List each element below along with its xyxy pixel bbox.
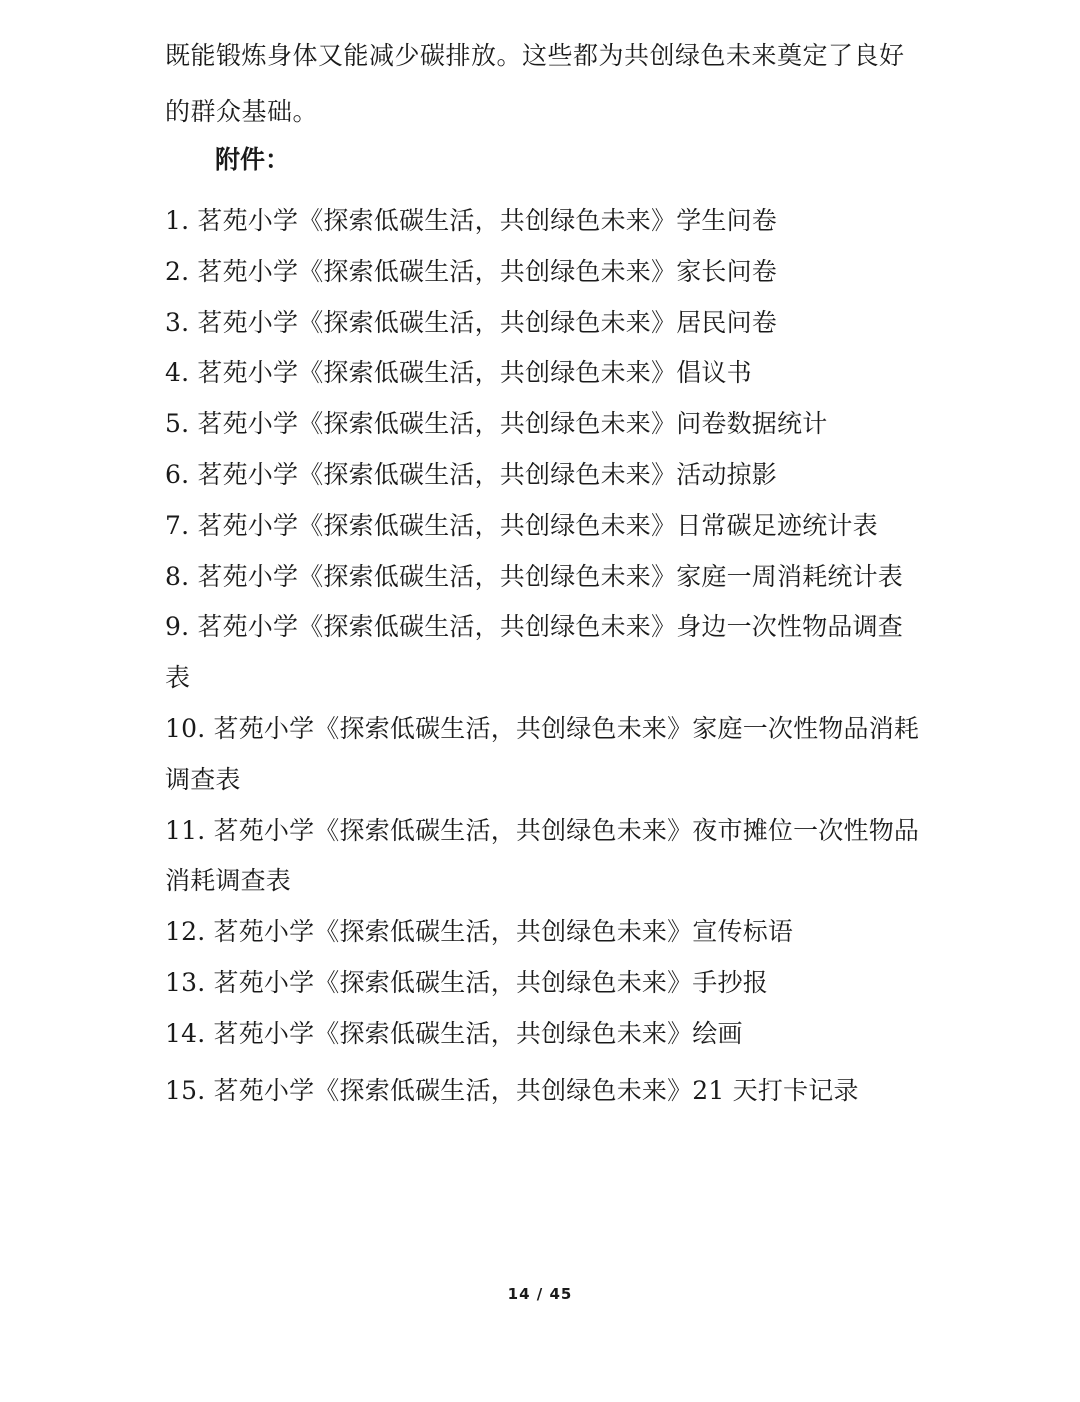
attachment-item: 11. 茗苑小学《探索低碳生活，共创绿色未来》夜市摊位一次性物品消耗调查表 xyxy=(165,815,920,896)
attachment-item: 1. 茗苑小学《探索低碳生活，共创绿色未来》学生问卷 xyxy=(165,206,778,235)
page-number: 14 / 45 xyxy=(507,1285,573,1303)
attachments-heading: 附件： xyxy=(215,145,291,174)
attachment-item: 6. 茗苑小学《探索低碳生活，共创绿色未来》活动掠影 xyxy=(165,459,778,489)
attachment-item: 15. 茗苑小学《探索低碳生活，共创绿色未来》21 天打卡记录 xyxy=(165,1075,859,1105)
attachment-item: 2. 茗苑小学《探索低碳生活，共创绿色未来》家长问卷 xyxy=(165,256,778,286)
intro-paragraph: 既能锻炼身体又能减少碳排放。这些都为共创绿色未来奠定了良好的群众基础。 xyxy=(165,41,905,126)
attachment-item: 8. 茗苑小学《探索低碳生活，共创绿色未来》家庭一周消耗统计表 xyxy=(165,561,904,591)
attachment-item: 3. 茗苑小学《探索低碳生活，共创绿色未来》居民问卷 xyxy=(165,307,778,337)
attachment-item: 9. 茗苑小学《探索低碳生活，共创绿色未来》身边一次性物品调查表 xyxy=(165,612,904,693)
attachment-item: 14. 茗苑小学《探索低碳生活，共创绿色未来》绘画 xyxy=(165,1018,743,1048)
attachment-item: 4. 茗苑小学《探索低碳生活，共创绿色未来》倡议书 xyxy=(165,358,752,388)
attachment-item: 5. 茗苑小学《探索低碳生活，共创绿色未来》问卷数据统计 xyxy=(165,409,828,439)
attachment-item: 7. 茗苑小学《探索低碳生活，共创绿色未来》日常碳足迹统计表 xyxy=(165,510,878,540)
attachments-list xyxy=(165,196,925,1116)
attachment-item: 12. 茗苑小学《探索低碳生活，共创绿色未来》宣传标语 xyxy=(165,917,794,947)
attachment-item: 13. 茗苑小学《探索低碳生活，共创绿色未来》手抄报 xyxy=(165,967,768,997)
attachment-item: 10. 茗苑小学《探索低碳生活，共创绿色未来》家庭一次性物品消耗调查表 xyxy=(165,713,920,794)
